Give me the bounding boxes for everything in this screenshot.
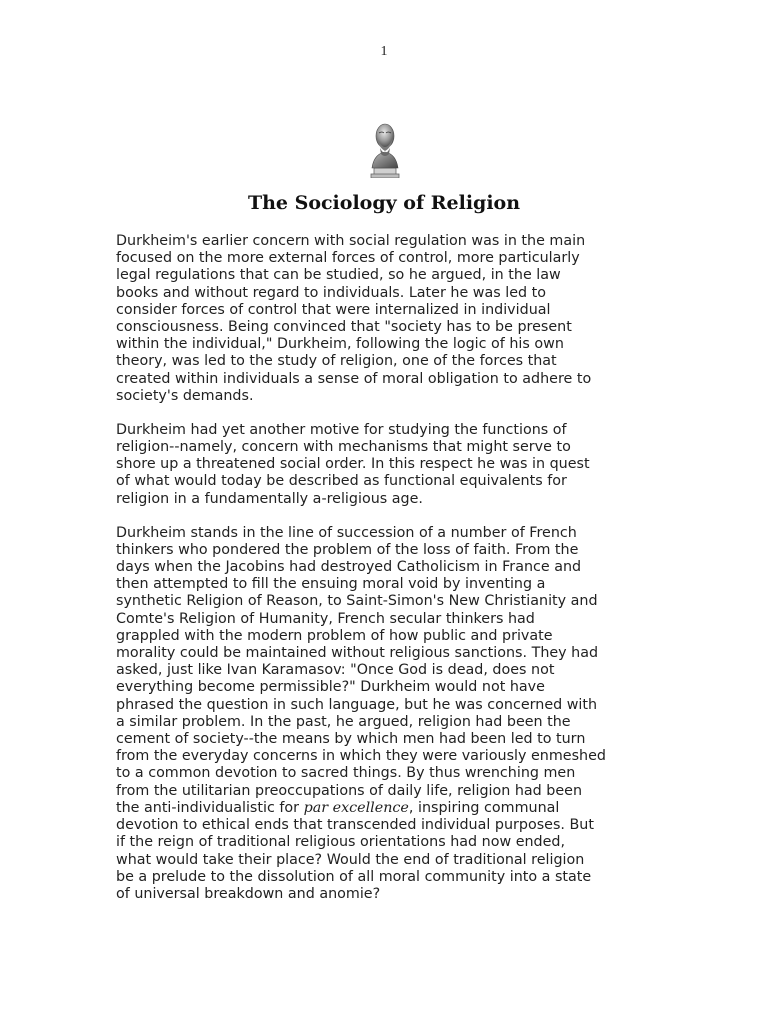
paragraph-3-text-a: Durkheim stands in the line of succession of a number of French thinkers who pondered the problem of the loss of faith. From the days when the Jacobins had destroyed Catholicism in France and then attempted to fill the ensuing moral void by inventing a synthetic Religion of Reason, to Saint-Simon's New Christianity and Comte's Religion of Humanity, French secular thinkers had grappled with the modern problem of how public and private morality could be maintained without religious sanctions. They had asked, just like Ivan Karamasov: "Once God is dead, does not everything become permissible?" Durkheim would not have phrased the question in such language, but he was concerned with a similar problem. In the past, he argued, religion had been the cement of society--the means by which men had been led to turn from the everyday concerns in which they were variously enmeshed to a common devotion to sacred things. By thus wrenching men from the utilitarian preoccupations of daily life, religion had been the anti-individualistic for [116,524,606,816]
paragraph-1: Durkheim's earlier concern with social regulation was in the main focused on the more external forces of control, more particularly legal regulations that can be studied, so he argued, in the law books and without regard to individuals. Later he was led to consider forces of control that were internalized in individual consciousness. Being convinced that "society has to be present within the individual," Durkheim, following the logic of his own theory, was led to the study of religion, one of the forces that created within individuals a sense of moral obligation to adhere to society's demands. [116,233,592,404]
paragraph-3-text-b: , inspiring communal devotion to ethical ends that transcended individual purposes. But if the reign of traditional religious orientations had now ended, what would take their place? Would the end of traditional religion be a prelude to the dissolution of all moral community into a state of universal breakdown and anomie? [116,799,594,902]
paragraph-2: Durkheim had yet another motive for studying the functions of religion--namely, concern with mechanisms that might serve to shore up a threatened social order. In this respect he was in quest of what would today be described as functional equivalents for religion in a fundamentally a-religious age. [116,421,590,507]
bust-portrait-icon [366,118,404,178]
italic-phrase: par excellence [303,799,409,816]
document-body [116,233,656,920]
paragraph-3 [116,525,656,903]
document-title: The Sociology of Religion [247,192,521,214]
page-number: 1 [380,44,388,59]
